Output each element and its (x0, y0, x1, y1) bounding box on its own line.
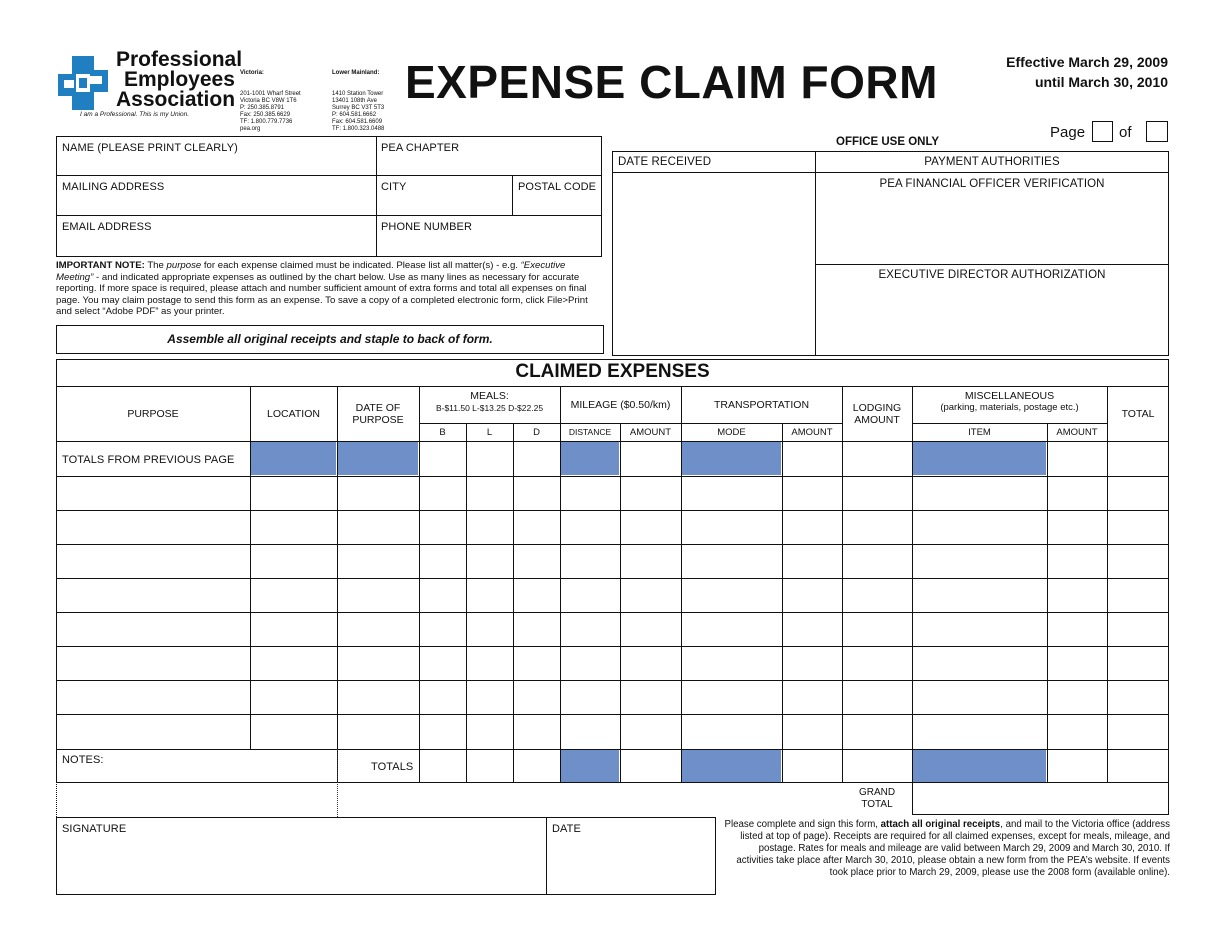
totals-item-fill (913, 750, 1046, 782)
col-d: D (533, 427, 540, 438)
expense-row-4[interactable] (57, 579, 249, 611)
org-name-line3: Association (116, 88, 236, 111)
footer-c: , and mail to the Victoria office (address listed at top of page). Receipts are required for all claimed expenses, except for meals, mileage, and postage. Rates for meals and mileage are valid between March 29, 2009 and March 30, 2010. If activities take place after March 30, 2010, please obtain a new form from the PEA’s website. If events took place prior to March 29, 2009, please use the 2008 form (available online). (736, 819, 1170, 878)
email-label: EMAIL ADDRESS (62, 221, 152, 233)
col-total: TOTAL (1121, 408, 1155, 420)
org-name (116, 50, 242, 110)
of-label: of (1119, 124, 1132, 141)
note-bold: IMPORTANT NOTE: (56, 260, 145, 271)
grand-total-line1: GRAND (858, 787, 896, 798)
footer-instructions (724, 819, 1170, 879)
footer-b: attach all original receipts (880, 819, 1001, 830)
footer-a: Please complete and sign this form, (724, 819, 881, 830)
chapter-label: PEA CHAPTER (381, 142, 460, 154)
col-misc-title: MISCELLANEOUS (964, 390, 1055, 402)
col-meals (419, 390, 560, 414)
victoria-title: Victoria: (240, 70, 264, 76)
prev-location-fill (251, 442, 336, 475)
office-use-title: OFFICE USE ONLY (836, 136, 940, 148)
expense-row-2[interactable] (57, 511, 249, 543)
col-distance: DISTANCE (568, 427, 612, 437)
org-name-line2: Employees (124, 68, 235, 91)
col-mode: MODE (717, 427, 746, 438)
expense-row-1[interactable] (57, 477, 249, 509)
expense-row-6[interactable] (57, 647, 249, 679)
col-lodging (842, 402, 912, 426)
page-total-field[interactable] (1146, 121, 1168, 142)
effective-line1: Effective March 29, 2009 (1006, 54, 1168, 70)
prev-distance-fill (561, 442, 619, 475)
expense-row-7[interactable] (57, 681, 249, 713)
assemble-text: Assemble all original receipts and staple to back of form. (167, 332, 493, 346)
city-label: CITY (381, 181, 407, 193)
verification-label: PEA FINANCIAL OFFICER VERIFICATION (879, 178, 1105, 190)
col-purpose: PURPOSE (127, 408, 179, 420)
authorization-label: EXECUTIVE DIRECTOR AUTHORIZATION (878, 269, 1106, 281)
prev-item-fill (913, 442, 1046, 475)
pea-logo-icon (52, 52, 114, 114)
col-transport-amount: AMOUNT (791, 427, 833, 438)
note-meeting: “Executive Meeting” (56, 260, 566, 283)
date-field[interactable] (548, 838, 714, 893)
totals-label: TOTALS (371, 761, 414, 773)
signature-label: SIGNATURE (62, 823, 127, 835)
col-b: B (439, 427, 446, 438)
note-text2: for each expense claimed must be indicated. Please list all matter(s) - e.g. (201, 260, 521, 271)
mailing-label: MAILING ADDRESS (62, 181, 165, 193)
col-misc (912, 390, 1107, 414)
grand-total-label (842, 787, 912, 811)
important-note (56, 260, 604, 318)
col-meals-rates: B-$11.50 L-$13.25 D-$22.25 (435, 403, 544, 413)
lower-mainland-address (332, 56, 384, 140)
prev-mode-fill (682, 442, 781, 475)
note-text3: - and indicated appropriate expenses as outlined by the chart below. Use as many lines as necessary for accurate reporting. If more space is required, please attach and number sufficient amount of extra forms and total all expenses on final page. You may claim postage to send this form as an expense. To save a copy of a completed electronic form, click File>Print and select “Adobe PDF” as your printer. (56, 271, 588, 318)
grand-total-field[interactable] (912, 782, 1169, 815)
col-date-of-line1: DATE OF (355, 402, 401, 414)
page-number-field[interactable] (1092, 121, 1113, 142)
col-date-of-line2: PURPOSE (352, 414, 404, 426)
effective-dates (1006, 52, 1168, 92)
personal-info-box (56, 136, 602, 257)
name-label: NAME (PLEASE PRINT CLEARLY) (62, 142, 238, 154)
notes-label: NOTES: (62, 754, 104, 766)
col-item: ITEM (968, 427, 991, 438)
signature-field[interactable] (58, 838, 544, 893)
org-name-line1: Professional (116, 48, 243, 71)
victoria-lines: 201-1001 Wharf Street Victoria BC V8W 1T6 P: 250.385.8791 Fax: 250.385.6629 TF: 1.800.779.7736 pea.org (240, 91, 301, 132)
lower-title: Lower Mainland: (332, 70, 380, 76)
prev-date-fill (338, 442, 418, 475)
payment-authorities-label: PAYMENT AUTHORITIES (924, 156, 1060, 168)
col-lodging-line1: LODGING (852, 402, 902, 414)
form-title: EXPENSE CLAIM FORM (405, 56, 938, 108)
pea-logo (52, 52, 114, 114)
page-label: Page (1050, 124, 1086, 141)
postal-label: POSTAL CODE (518, 181, 597, 193)
col-l: L (486, 427, 493, 438)
col-location: LOCATION (267, 408, 320, 420)
phone-label: PHONE NUMBER (381, 221, 473, 233)
col-misc-amount: AMOUNT (1056, 427, 1098, 438)
date-label: DATE (552, 823, 581, 835)
col-transportation: TRANSPORTATION (713, 399, 810, 411)
note-text1: The (144, 260, 167, 271)
victoria-address (240, 56, 301, 140)
col-lodging-line2: AMOUNT (854, 414, 900, 426)
lower-lines: 1410 Station Tower 13401 108th Ave Surrey BC V3T 5T3 P: 604.581.6662 Fax: 604.581.6609 TF: 1.800.323.0488 (332, 91, 385, 132)
effective-line2: until March 30, 2010 (1034, 74, 1168, 90)
claimed-title: CLAIMED EXPENSES (515, 361, 710, 382)
col-mileage: MILEAGE ($0.50/km) (570, 399, 671, 411)
org-tagline: I am a Professional. This is my Union. (80, 111, 190, 118)
date-received-label: DATE RECEIVED (618, 156, 712, 168)
col-misc-sub: (parking, materials, postage etc.) (940, 402, 1079, 413)
expense-row-5[interactable] (57, 613, 249, 645)
grand-total-line2: TOTAL (861, 799, 893, 810)
totals-distance-fill (561, 750, 619, 782)
totals-previous-label: TOTALS FROM PREVIOUS PAGE (62, 454, 235, 466)
col-meals-title: MEALS: (470, 390, 509, 402)
expense-row-8[interactable] (57, 715, 249, 748)
note-purpose: purpose (166, 260, 202, 271)
col-date-of (337, 402, 419, 426)
expense-row-3[interactable] (57, 545, 249, 577)
col-mileage-amount: AMOUNT (629, 427, 672, 438)
totals-mode-fill (682, 750, 781, 782)
